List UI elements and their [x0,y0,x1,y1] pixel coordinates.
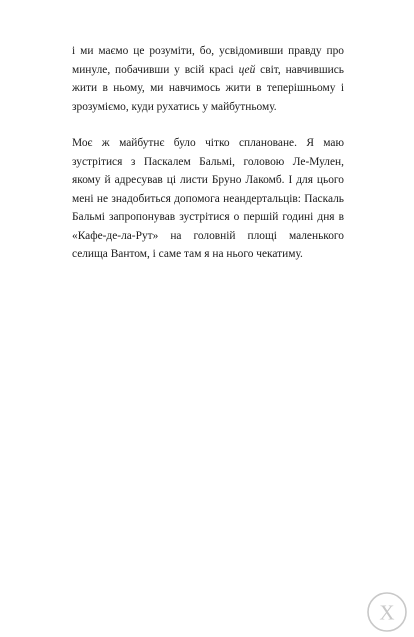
paragraph-1-emphasis: цей [238,63,256,76]
paragraph-1 [72,42,344,116]
paragraph-1-end: світ, навчившись жити в ньому, ми навчимось жити в теперішньому і зрозуміємо, куди рухатись у майбутньому. [72,63,344,113]
seal-letter: Х [379,600,395,625]
paragraph-1-start: і ми маємо це розуміти, бо, усвідомивши правду про минуле, побачивши у всій красі [72,45,344,76]
x-seal-icon [366,591,408,633]
body-text [72,42,344,264]
paragraph-2: Моє ж майбутнє було чітко сплановане. Я маю зустрітися з Паскалем Бальмі, головою Ле-Мулен, якому й адресував ці листи Бруно Лакомб. І для цього мені не знадобиться допомога неандертальців: Паскаль Бальмі запропонував зустрітися о першій годині дня в «Кафе-де-ла-Рут» на головній площі маленького селища Вантом, і саме там я на нього чекатиму. [72,137,344,260]
